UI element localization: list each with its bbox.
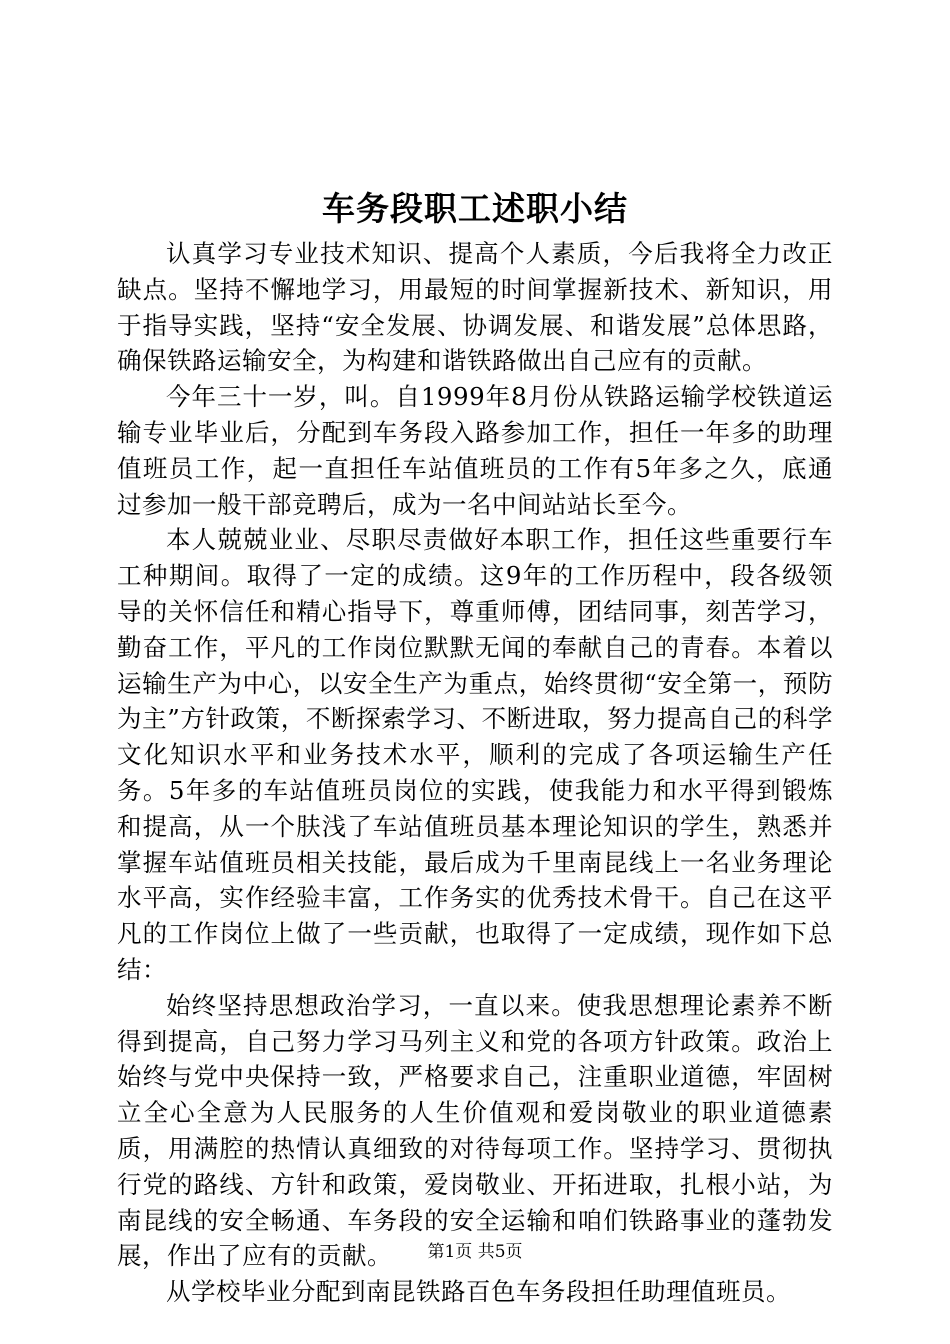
document-body	[117, 236, 833, 1310]
paragraph: 始终坚持思想政治学习，一直以来。使我思想理论素养不断得到提高，自己努力学习马列主义和党的各项方针政策。政治上始终与党中央保持一致，严格要求自己，注重职业道德，牢固树立全心全意为人民服务的人生价值观和爱岗敬业的职业道德素质，用满腔的热情认真细致的对待每项工作。坚持学习、贯彻执行党的路线、方针和政策，爱岗敬业、开拓进取，扎根小站，为南昆线的安全畅通、车务段的安全运输和咱们铁路事业的蓬勃发展，作出了应有的贡献。	[117, 990, 833, 1271]
document-title: 车务段职工述职小结	[322, 189, 628, 228]
paragraph: 今年三十一岁，叫。自1999年8月份从铁路运输学校铁道运输专业毕业后，分配到车务段入路参加工作，担任一年多的助理值班员工作，起一直担任车站值班员的工作有5年多之久，底通过参加一般干部竞聘后，成为一名中间站站长至今。	[117, 382, 833, 519]
page-footer: 第1页 共5页	[427, 1242, 523, 1262]
paragraph: 本人兢兢业业、尽职尽责做好本职工作，担任这些重要行车工种期间。取得了一定的成绩。这9年的工作历程中，段各级领导的关怀信任和精心指导下，尊重师傅，团结同事，刻苦学习，勤奋工作，平凡的工作岗位默默无闻的奉献自己的青春。本着以运输生产为中心，以安全生产为重点，始终贯彻“安全第一，预防为主”方针政策，不断探索学习、不断进取，努力提高自己的科学文化知识水平和业务技术水平，顺利的完成了各项运输生产任务。5年多的车站值班员岗位的实践，使我能力和水平得到锻炼和提高，从一个肤浅了车站值班员基本理论知识的学生，熟悉并掌握车站值班员相关技能，最后成为千里南昆线上一名业务理论水平高，实作经验丰富，工作务实的优秀技术骨干。自己在这平凡的工作岗位上做了一些贡献，也取得了一定成绩，现作如下总结：	[117, 525, 833, 984]
paragraph: 从学校毕业分配到南昆铁路百色车务段担任助理值班员。	[166, 1277, 791, 1307]
paragraph: 认真学习专业技术知识、提高个人素质，今后我将全力改正缺点。坚持不懈地学习，用最短的时间掌握新技术、新知识，用于指导实践，坚持“安全发展、协调发展、和谐发展”总体思路，确保铁路运输安全，为构建和谐铁路做出自己应有的贡献。	[117, 239, 833, 376]
